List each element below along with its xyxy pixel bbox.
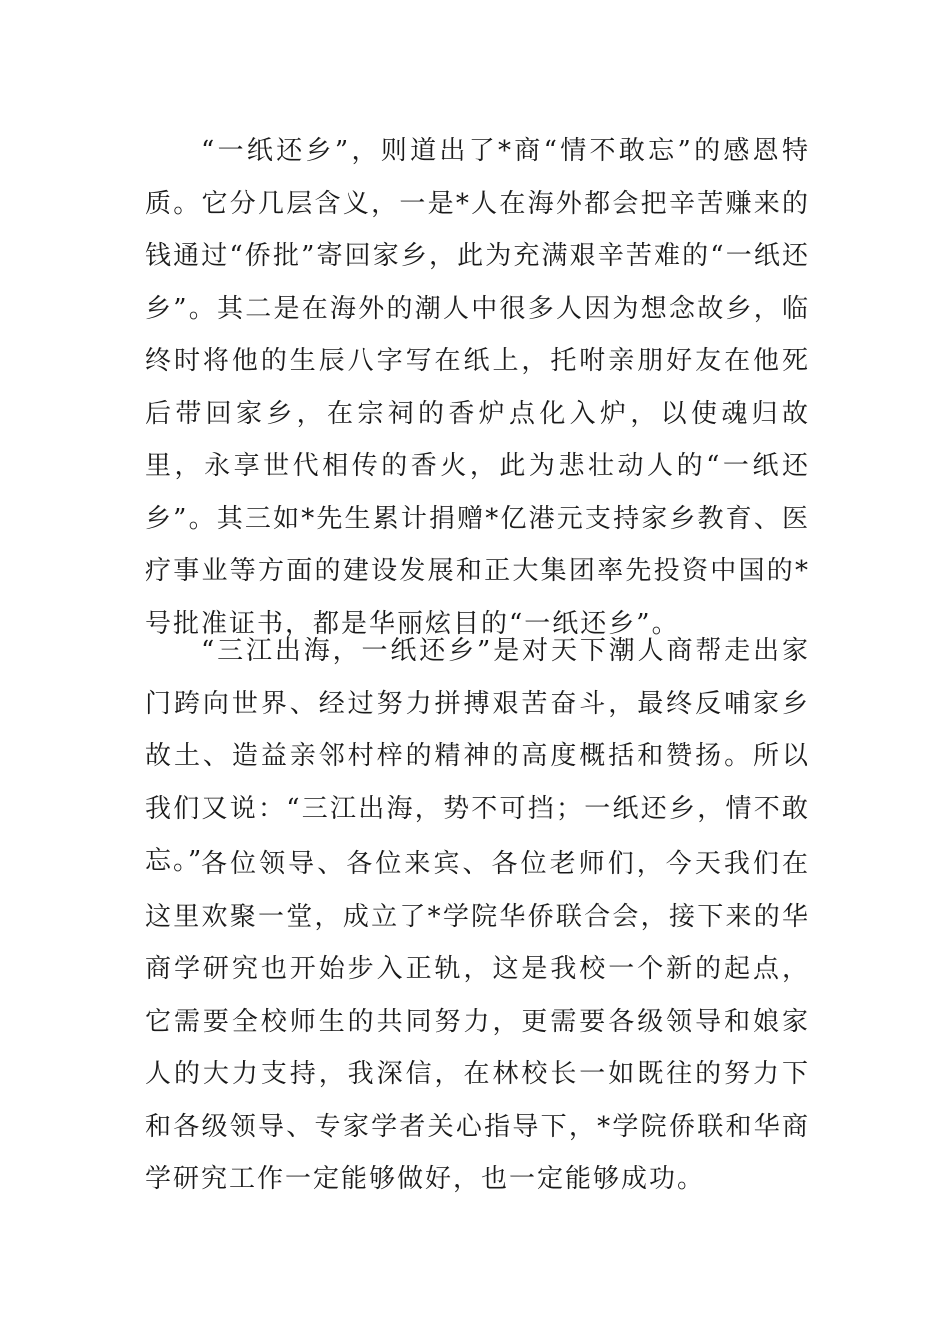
paragraph-3: 各位领导、各位来宾、各位老师们，今天我们在这里欢聚一堂，成立了*学院华侨联合会，接下来的华商学研究也开始步入正轨，这是我校一个新的起点，它需要全校师生的共同努力，更需要各级领导和娘家人的大力支持，我深信，在林校长一如既往的努力下和各级领导、专家学者关心指导下，*学院侨联和华商学研究工作一定能够做好，也一定能够成功。: [145, 849, 810, 1194]
paragraph-1: “一纸还乡”，则道出了*商“情不敢忘”的感恩特质。它分几层含义，一是*人在海外都会把辛苦赚来的钱通过“侨批”寄回家乡，此为充满艰辛苦难的“一纸还乡”。其二是在海外的潮人中很多人因为想念故乡，临终时将他的生辰八字写在纸上，托咐亲朋好友在他死后带回家乡，在宗祠的香炉点化入炉，以使魂归故里，永享世代相传的香火，此为悲壮动人的“一纸还乡”。其三如*先生累计捐赠*亿港元支持家乡教育、医疗事业等方面的建设发展和正大集团率先投资中国的*号批准证书，都是华丽炫目的“一纸还乡”。: [145, 136, 810, 639]
paragraph-2: “三江出海，一纸还乡”是对天下潮人商帮走出家门跨向世界、经过努力拼搏艰苦奋斗，最终反哺家乡故土、造益亲邻村梓的精神的高度概括和赞扬。所以我们又说：“三江出海，势不可挡；一纸还乡，情不敢忘。”: [145, 636, 810, 876]
